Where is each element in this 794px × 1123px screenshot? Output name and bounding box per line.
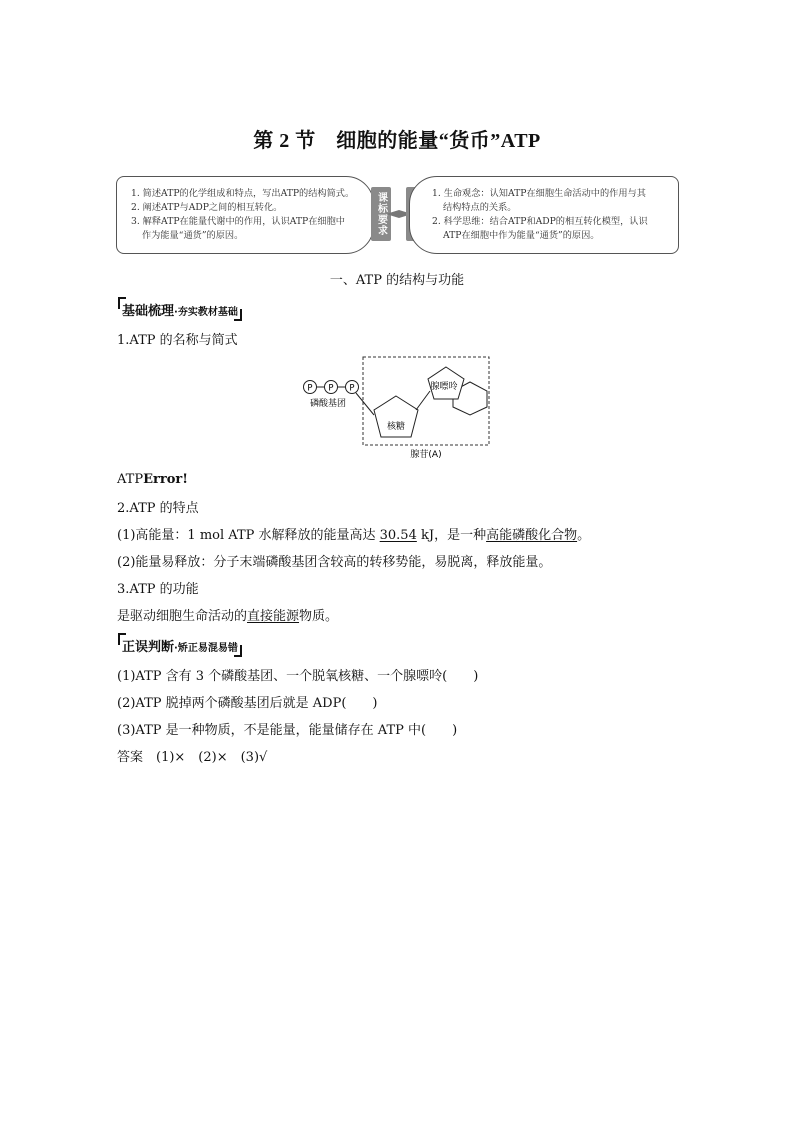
item2-high-energy: (1)高能量：1 mol ATP 水解释放的能量高达 30.54 kJ，是一种高能磷酸化合物。 [117, 528, 591, 543]
list-item: 1. 生命观念：认知ATP在细胞生命活动中的作用与其 [432, 188, 646, 199]
block-label-basics: 基础梳理·夯实教材基础 [122, 300, 238, 319]
item3-function: 是驱动细胞生命活动的直接能源物质。 [117, 609, 339, 624]
literacy-requirements-box [409, 176, 679, 254]
phosphate-1-label: P [307, 383, 313, 394]
bond-line [416, 391, 430, 410]
curriculum-requirements-list [131, 187, 367, 243]
direct-energy-blank: 直接能源 [247, 609, 300, 624]
curriculum-requirements-tag: 课标要求 [371, 187, 391, 241]
requirements-panel [116, 176, 679, 254]
energy-value-blank: 30.54 [379, 528, 417, 543]
phosphate-2-label: P [328, 383, 334, 394]
list-item: 3. 解释ATP在能量代谢中的作用，认识ATP在细胞中 [131, 216, 345, 227]
list-item-continuation: 结构特点的关系。 [443, 202, 517, 213]
adenine-label: 腺嘌呤 [430, 382, 458, 392]
page-title: 第 2 节 细胞的能量“货币”ATP [253, 130, 541, 152]
phosphate-3-label: P [349, 383, 355, 394]
compound-term-blank: 高能磷酸化合物 [486, 528, 578, 543]
atp-formula-line: ATPError! [117, 472, 188, 487]
answer-line: 答案 (1)× (2)× (3)√ [117, 750, 268, 765]
list-item-continuation: 作为能量“通货”的原因。 [142, 230, 244, 241]
judgment-item-3: (3)ATP 是一种物质，不是能量，能量储存在 ATP 中( ) [117, 723, 458, 738]
list-item: 2. 阐述ATP与ADP之间的相互转化。 [131, 202, 283, 213]
section-heading: 一、ATP 的结构与功能 [329, 273, 465, 288]
phosphate-group-label: 磷酸基团 [309, 399, 347, 409]
bond-line [356, 393, 374, 415]
block-label-judgment: 正误判断·矫正易混易错 [122, 636, 238, 655]
judgment-item-1: (1)ATP 含有 3 个磷酸基团、一个脱氧核糖、一个腺嘌呤( ) [117, 669, 479, 684]
judgment-item-2: (2)ATP 脱掉两个磷酸基团后就是 ADP( ) [117, 696, 378, 711]
item1-heading: 1.ATP 的名称与简式 [117, 333, 238, 348]
list-item-continuation: ATP在细胞中作为能量“通货”的原因。 [443, 230, 600, 241]
formula-error: Error! [143, 472, 188, 487]
literacy-requirements-list [432, 187, 672, 243]
item2-heading: 2.ATP 的特点 [117, 501, 199, 516]
list-item: 1. 简述ATP的化学组成和特点，写出ATP的结构简式。 [131, 188, 355, 199]
list-item: 2. 科学思维：结合ATP和ADP的相互转化模型，认识 [432, 216, 648, 227]
ribose-label: 核糖 [386, 422, 406, 432]
adenosine-label: 腺苷(A) [410, 450, 442, 460]
item3-heading: 3.ATP 的功能 [117, 582, 199, 597]
item2-easy-release: (2)能量易释放：分子末端磷酸基团含较高的转移势能，易脱离，释放能量。 [117, 555, 552, 570]
atp-structure-diagram [296, 351, 496, 463]
curriculum-requirements-box [116, 176, 374, 254]
